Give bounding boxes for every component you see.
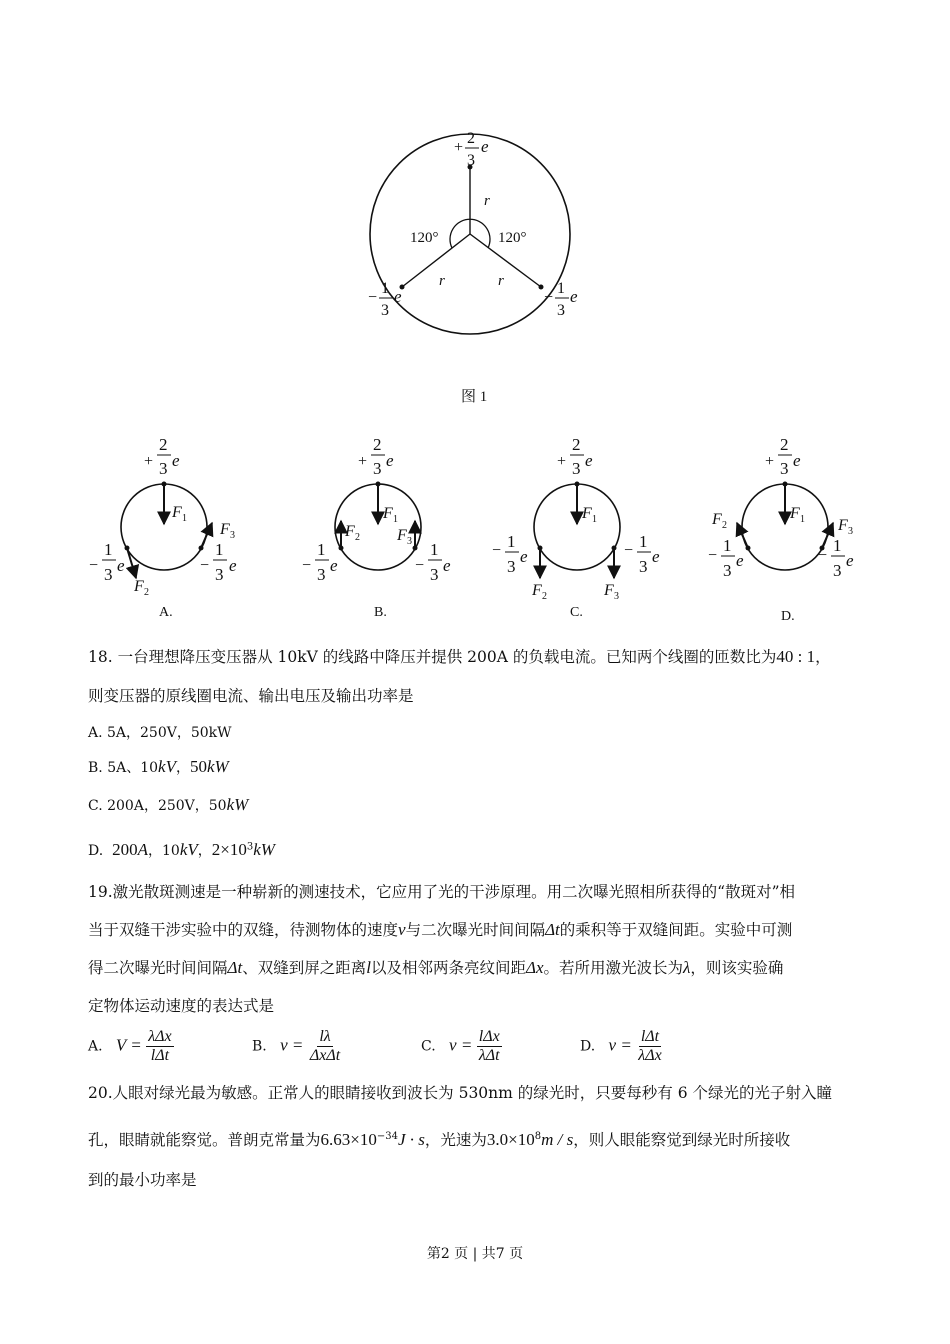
svg-text:1: 1 — [104, 540, 113, 559]
radius-label-right: r — [498, 273, 504, 289]
q19-line2: 当于双缝干涉实验中的双缝，待测物体的速度v与二次曝光时间间隔Δt的乘积等于双缝间距。实验中可测 — [88, 920, 793, 939]
option-b-label: B. — [374, 605, 387, 620]
svg-text:−: − — [415, 557, 425, 574]
q19-line4: 定物体运动速度的表达式是 — [88, 997, 275, 1015]
charge-top-num: 2 — [467, 130, 475, 147]
charge-top-unit: e — [481, 137, 489, 156]
svg-text:3: 3 — [215, 565, 224, 584]
svg-text:e: e — [330, 556, 338, 575]
q18-line1 — [88, 647, 831, 667]
svg-text:3: 3 — [230, 530, 235, 541]
svg-text:e: e — [229, 556, 237, 575]
charge-left-den: 3 — [381, 302, 389, 319]
svg-text:−: − — [708, 547, 718, 564]
q18-option-d: D. 200A，10kV，$2\times 10^3kW$ — [88, 840, 275, 859]
svg-text:2: 2 — [373, 435, 382, 454]
svg-text:2: 2 — [355, 532, 360, 543]
svg-text:1: 1 — [317, 540, 326, 559]
svg-text:F: F — [604, 582, 614, 599]
svg-text:F: F — [134, 578, 144, 595]
q20-line2: 孔，眼睛就能察觉。普朗克常量为$6.63\times 10^{-34}J \cdot s$，光速为$3.0\times 10^8m / s$，则人眼能察觉到绿光时所接收 — [88, 1130, 791, 1150]
svg-text:F: F — [397, 527, 407, 544]
q17-option-diagrams — [0, 0, 950, 630]
charge-left-unit: e — [394, 287, 402, 306]
option-c-label: C. — [570, 605, 583, 620]
page-footer: 第2 页 | 共7 页 — [426, 1246, 524, 1262]
svg-text:3: 3 — [780, 459, 789, 478]
q19-option-c: C. v = $\frac{\text{lΔx}}{\text{λΔt}}$ — [421, 1028, 500, 1064]
svg-text:F: F — [582, 505, 592, 522]
svg-text:2: 2 — [780, 435, 789, 454]
svg-text:F: F — [172, 504, 182, 521]
svg-text:1: 1 — [833, 536, 842, 555]
svg-text:3: 3 — [723, 561, 732, 580]
charge-left-sign: − — [368, 289, 378, 306]
charge-top-sign: + — [454, 139, 464, 156]
charge-right-den: 3 — [557, 302, 565, 319]
svg-text:1: 1 — [800, 514, 805, 525]
svg-text:1: 1 — [215, 540, 224, 559]
q19-option-b: B. v = $\frac{l\lambda}{\text{ΔxΔt}}$ — [252, 1028, 341, 1064]
svg-text:3: 3 — [572, 459, 581, 478]
q18-ratio: 40 : 1 — [776, 647, 816, 666]
svg-text:3: 3 — [833, 561, 842, 580]
option-d-diagram — [708, 435, 854, 580]
q18-option-c: C. 200A，250V，50kW — [88, 795, 249, 814]
angle-left-label: 120° — [410, 230, 439, 246]
svg-text:1: 1 — [723, 536, 732, 555]
svg-text:2: 2 — [722, 520, 727, 531]
svg-text:e: e — [846, 551, 854, 570]
angle-right-label: 120° — [498, 230, 527, 246]
svg-text:3: 3 — [317, 565, 326, 584]
charge-top-den: 3 — [467, 152, 475, 169]
q19-option-a: A. V = $\frac{\text{λΔx}}{\text{lΔt}}$ — [88, 1028, 172, 1064]
svg-text:3: 3 — [104, 565, 113, 584]
svg-text:1: 1 — [507, 532, 516, 551]
option-a-label: A. — [159, 605, 173, 620]
q19-line3: 得二次曝光时间间隔Δt、双缝到屏之距离l以及相邻两条亮纹间距Δx。若所用激光波长为λ，则该实验确 — [88, 958, 784, 977]
svg-text:−: − — [302, 557, 312, 574]
radius-label-top: r — [484, 193, 490, 209]
svg-text:1: 1 — [182, 513, 187, 524]
svg-text:1: 1 — [393, 514, 398, 525]
charge-right-num: 1 — [557, 280, 565, 297]
svg-text:e: e — [520, 547, 528, 566]
svg-text:2: 2 — [542, 591, 547, 602]
svg-text:+: + — [765, 453, 775, 470]
option-a-diagram — [89, 435, 237, 598]
svg-text:+: + — [144, 453, 154, 470]
svg-text:−: − — [492, 542, 502, 559]
svg-text:F: F — [345, 523, 355, 540]
option-d-label: D. — [781, 609, 795, 624]
svg-text:e: e — [652, 547, 660, 566]
q18-line2: 则变压器的原线圈电流、输出电压及输出功率是 — [88, 687, 414, 705]
svg-text:3: 3 — [430, 565, 439, 584]
svg-text:3: 3 — [639, 557, 648, 576]
svg-text:F: F — [712, 511, 722, 528]
svg-text:+: + — [358, 453, 368, 470]
option-c-diagram — [492, 435, 660, 602]
svg-text:3: 3 — [848, 526, 853, 537]
svg-text:e: e — [585, 451, 593, 470]
svg-text:2: 2 — [572, 435, 581, 454]
svg-text:e: e — [793, 451, 801, 470]
q18-text-1: 18. 一台理想降压变压器从 10kV 的线路中降压并提供 200A 的负载电流。已知两个线圈的匝数比为 — [88, 648, 777, 666]
svg-text:F: F — [220, 521, 230, 538]
svg-text:e: e — [736, 551, 744, 570]
svg-text:F: F — [532, 582, 542, 599]
svg-text:F: F — [790, 505, 800, 522]
q18-text-1-end: ， — [815, 648, 831, 666]
svg-text:1: 1 — [639, 532, 648, 551]
svg-text:F: F — [383, 505, 393, 522]
q19-option-d: D. v = $\frac{\text{lΔt}}{\text{λΔx}}$ — [580, 1028, 662, 1064]
svg-text:1: 1 — [430, 540, 439, 559]
q20-line1: 20.人眼对绿光最为敏感。正常人的眼睛接收到波长为 530nm 的绿光时，只要每秒有 6 个绿光的光子射入瞳 — [88, 1084, 832, 1102]
svg-text:−: − — [818, 547, 828, 564]
svg-text:+: + — [557, 453, 567, 470]
q18-option-b: B. 5A、10kV，50kW — [88, 757, 229, 776]
svg-text:−: − — [624, 542, 634, 559]
svg-text:3: 3 — [407, 536, 412, 547]
svg-text:−: − — [89, 557, 99, 574]
svg-text:F: F — [838, 517, 848, 534]
svg-text:3: 3 — [373, 459, 382, 478]
svg-text:e: e — [443, 556, 451, 575]
charge-right-unit: e — [570, 287, 578, 306]
svg-text:e: e — [172, 451, 180, 470]
q18-option-a: A. 5A，250V，50kW — [88, 725, 232, 741]
charge-right-sign: − — [544, 289, 554, 306]
q20-line3: 到的最小功率是 — [88, 1171, 197, 1189]
svg-text:e: e — [117, 556, 125, 575]
svg-text:3: 3 — [507, 557, 516, 576]
svg-text:3: 3 — [159, 459, 168, 478]
svg-text:2: 2 — [159, 435, 168, 454]
svg-text:−: − — [200, 557, 210, 574]
option-b-diagram — [302, 435, 451, 584]
svg-text:1: 1 — [592, 514, 597, 525]
charge-left-num: 1 — [381, 280, 389, 297]
radius-label-left: r — [439, 273, 445, 289]
q19-line1: 19.激光散斑测速是一种崭新的测速技术，它应用了光的干涉原理。用二次曝光照相所获得的“散斑对”相 — [88, 883, 796, 901]
svg-text:2: 2 — [144, 587, 149, 598]
svg-text:3: 3 — [614, 591, 619, 602]
figure-1-caption: 图 1 — [461, 389, 488, 405]
svg-text:e: e — [386, 451, 394, 470]
